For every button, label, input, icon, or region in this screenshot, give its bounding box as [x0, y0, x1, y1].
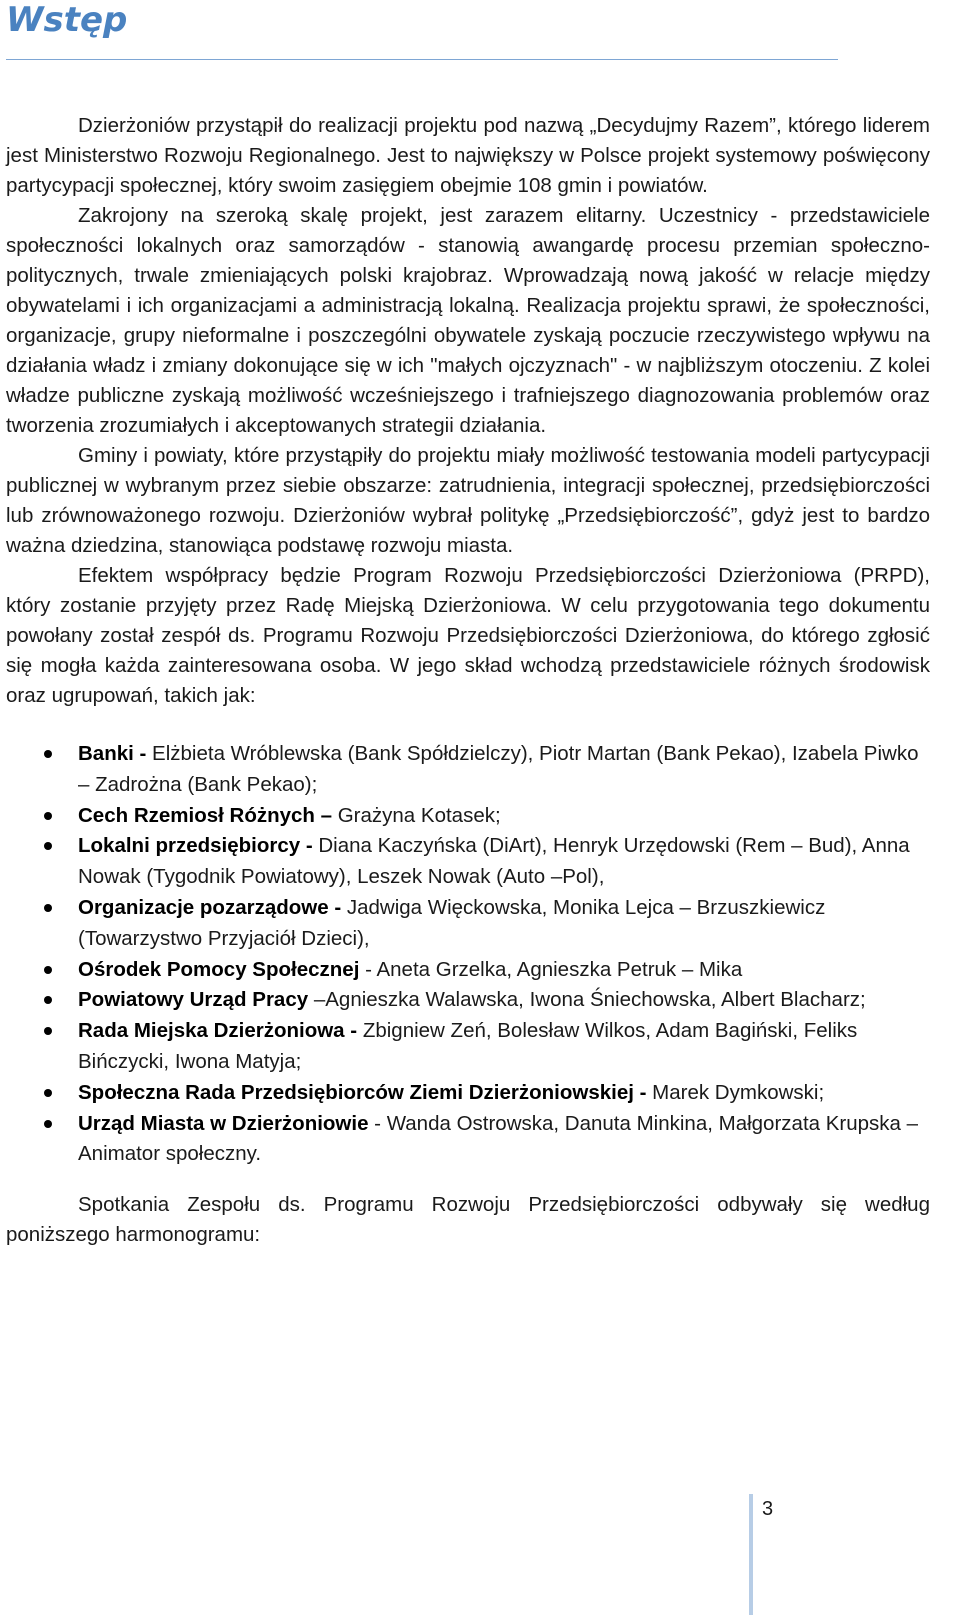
- paragraph-project-scope: Zakrojony na szeroką skalę projekt, jest zarazem elitarny. Uczestnicy - przedstawiciele społeczności lokalnych oraz samorządów - stanowią awangardę procesu przemian społeczno-politycznych, trwale zmieniających polski krajobraz. Wprowadzają nową jakość w relacje między obywatelami i ich organizacjami a administracją lokalną. Realizacja projektu sprawi, że społeczności, organizacje, grupy nieformalne i poszczególni obywatele zyskają poczucie rzeczywistego wpływu na działania władz i zmiany dokonujące się w ich "małych ojczyznach" - w najbliższym otoczeniu. Z kolei władze publiczne zyskają możliwość wcześniejszego i trafniejszego diagnozowania problemów oraz tworzenia zrozumiałych i akceptowanych strategii działania.: [6, 204, 930, 437]
- paragraph-team: Efektem współpracy będzie Program Rozwoju Przedsiębiorczości Dzierżoniowa (PRPD), który zostanie przyjęty przez Radę Miejską Dzierżoniowa. W celu przygotowania tego dokumentu powołany został zespół ds. Programu Rozwoju Przedsiębiorczości Dzierżoniowa, do którego zgłosić się mogła każda zainteresowana osoba. W jego skład wchodzą przedstawiciele różnych środowisk oraz ugrupowań, takich jak:: [6, 564, 930, 707]
- paragraph-policy-choice: Gminy i powiaty, które przystąpiły do projektu miały możliwość testowania modeli partycypacji publicznej w wybranym przez siebie obszarze: zatrudnienia, integracji społecznej, przedsiębiorczości lub zrównoważonego rozwoju. Dzierżoniów wybrał politykę „Przedsiębiorczość”, gdyż jest to bardzo ważna dziedzina, stanowiąca podstawę rozwoju miasta.: [6, 444, 930, 557]
- page-title: Wstęp: [6, 0, 128, 40]
- group-members: –Agnieszka Walawska, Iwona Śniechowska, Albert Blacharz;: [313, 988, 866, 1012]
- bullet-icon: [44, 1027, 52, 1035]
- group-members: Grażyna Kotasek;: [337, 803, 501, 827]
- bullet-icon: [44, 812, 52, 820]
- group-members: Elżbieta Wróblewska (Bank Spółdzielczy), Piotr Martan (Bank Pekao), Izabela Piwko – Zadrożna (Bank Pekao);: [78, 742, 919, 796]
- bullet-icon: [44, 1089, 52, 1097]
- bullet-icon: [44, 842, 52, 850]
- bullet-icon: [44, 750, 52, 758]
- group-name: Organizacje pozarządowe -: [78, 895, 347, 919]
- bullet-icon: [44, 1120, 52, 1128]
- bullet-icon: [44, 996, 52, 1004]
- document-body: [6, 111, 930, 1250]
- title-underline: [6, 59, 838, 60]
- bullet-icon: [44, 966, 52, 974]
- member-list: [6, 739, 930, 1170]
- list-item: [6, 985, 930, 1016]
- list-item: [6, 955, 930, 986]
- group-members: Jadwiga Więckowska, Monika Lejca – Brzuszkiewicz (Towarzystwo Przyjaciół Dzieci),: [78, 895, 826, 950]
- bullet-icon: [44, 904, 52, 912]
- group-members: - Aneta Grzelka, Agnieszka Petruk – Mika: [365, 957, 743, 981]
- paragraph-intro: Dzierżoniów przystąpił do realizacji projektu pod nazwą „Decydujmy Razem”, którego liderem jest Ministerstwo Rozwoju Regionalnego. Jest to największy w Polsce projekt systemowy poświęcony partycypacji społecznej, który swoim zasięgiem obejmie 108 gmin i powiatów.: [6, 114, 930, 197]
- paragraph-schedule: Spotkania Zespołu ds. Programu Rozwoju Przedsiębiorczości odbywały się według poniższego harmonogramu:: [6, 1193, 930, 1247]
- page-number-bar: [749, 1494, 753, 1615]
- group-members: - Wanda Ostrowska, Danuta Minkina, Małgorzata Krupska – Animator społeczny.: [78, 1111, 919, 1166]
- list-item: [6, 1109, 930, 1171]
- page-number: 3: [762, 1498, 774, 1520]
- group-name: Cech Rzemiosł Różnych –: [78, 803, 338, 827]
- list-item: [6, 831, 930, 893]
- group-name: Ośrodek Pomocy Społecznej: [78, 957, 366, 981]
- group-name: Rada Miejska Dzierżoniowa -: [78, 1019, 363, 1043]
- list-item: [6, 801, 930, 832]
- group-members: Marek Dymkowski;: [652, 1080, 825, 1104]
- list-item: [6, 1016, 930, 1078]
- group-members: Zbigniew Zeń, Bolesław Wilkos, Adam Bagiński, Feliks Bińczycki, Iwona Matyja;: [78, 1019, 858, 1073]
- group-name: Urząd Miasta w Dzierżoniowie: [78, 1111, 375, 1135]
- group-name: Powiatowy Urząd Pracy: [78, 988, 314, 1012]
- group-members: Diana Kaczyńska (DiArt), Henryk Urzędowski (Rem – Bud), Anna Nowak (Tygodnik Powiatowy), Leszek Nowak (Auto –Pol),: [78, 834, 910, 889]
- group-name: Lokalni przedsiębiorcy -: [78, 834, 319, 858]
- list-item: [6, 739, 930, 801]
- group-name: Społeczna Rada Przedsiębiorców Ziemi Dzierżoniowskiej -: [78, 1080, 653, 1104]
- list-item: [6, 893, 930, 955]
- group-name: Banki -: [78, 742, 153, 765]
- list-item: [6, 1078, 930, 1109]
